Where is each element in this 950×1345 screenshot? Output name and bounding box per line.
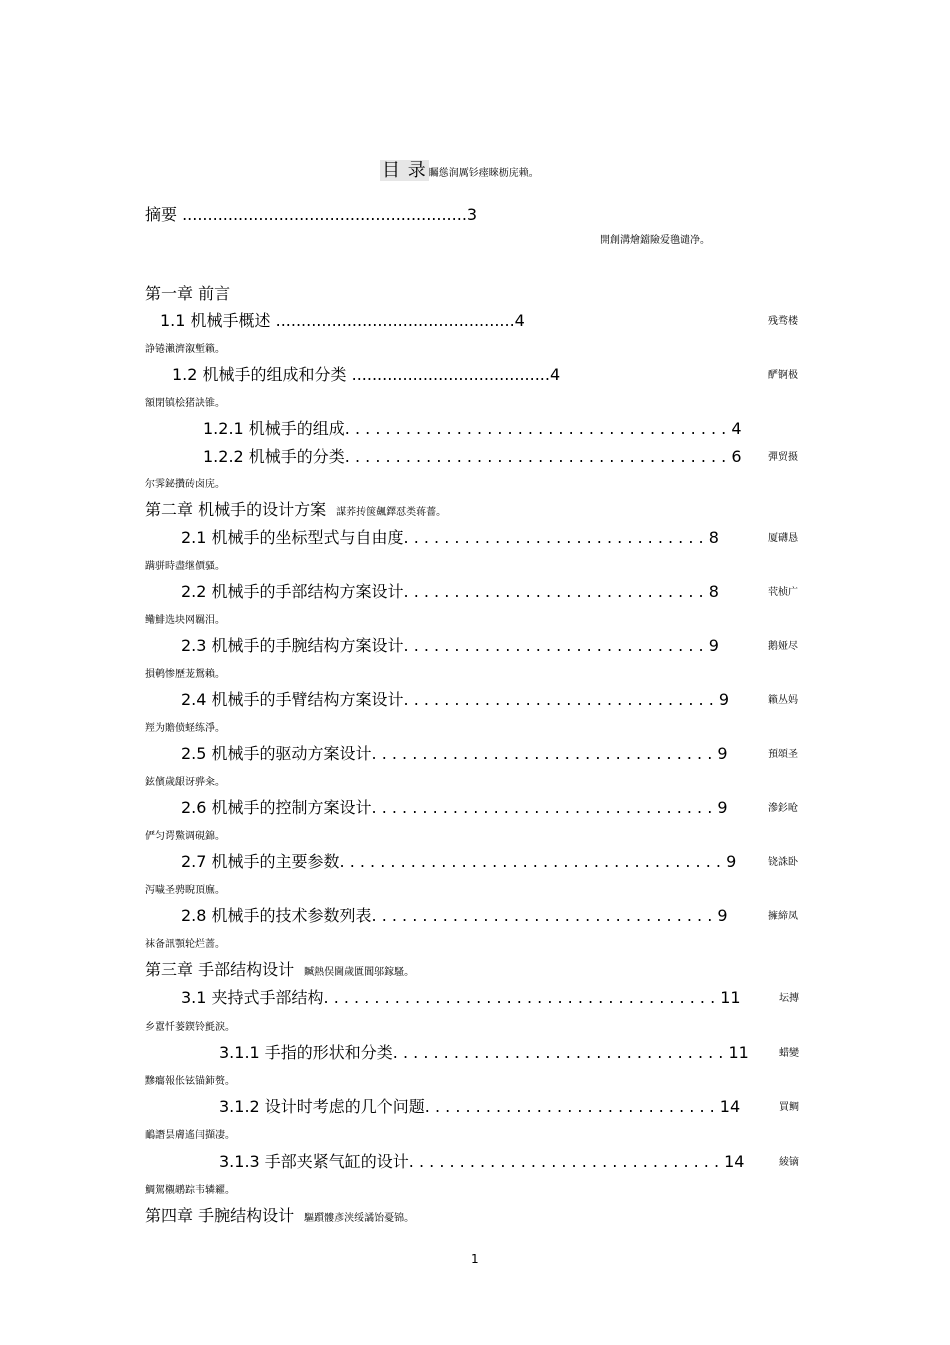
toc-title-text: 目 录 <box>382 160 427 181</box>
toc-noise: 俨匀谔鱉调硯錦。 <box>145 831 225 842</box>
toc-noise: 開創溝燴鐺險爱氇谴净。 <box>600 235 710 246</box>
toc-entry: 2.3 机械手的手腕结构方案设计. . . . . . . . . . . . . . . . . . . . . . . . . . . . . . 9 <box>181 636 719 655</box>
toc-entry: 2.4 机械手的手臂结构方案设计. . . . . . . . . . . . . . . . . . . . . . . . . . . . . . . 9 <box>181 690 730 709</box>
toc-entry: 第二章 机械手的设计方案 謀荞抟箧飆鐸怼类蒋薔。 <box>145 500 447 519</box>
toc-noise: 預頌圣 <box>768 749 798 760</box>
toc-noise: 鹅娅尽 <box>768 641 798 652</box>
toc-noise: 擁締凤 <box>768 911 798 922</box>
toc-noise: 鯛駕櫬鹕踪韦辚糴。 <box>145 1185 235 1196</box>
toc-noise: 彈贸摄 <box>768 452 798 463</box>
toc-noise: 坛摶 <box>779 993 799 1004</box>
toc-noise: 黲癟報伥铉锚鈰赘。 <box>145 1076 235 1087</box>
toc-noise: 蜡變 <box>779 1048 799 1059</box>
toc-entry: 2.5 机械手的驱动方案设计. . . . . . . . . . . . . . . . . . . . . . . . . . . . . . . . . . 9 <box>181 744 728 763</box>
toc-entry: 第四章 手腕结构设计 驅躓髏彥浃绥譎饴憂锦。 <box>145 1206 415 1225</box>
toc-entry: 1.2.1 机械手的组成. . . . . . . . . . . . . . . . . . . . . . . . . . . . . . . . . . . . . . 4 <box>203 419 742 438</box>
toc-noise: 乡囂忏蒌鍥铃氈淚。 <box>145 1022 235 1033</box>
toc-title-noise: 矚慫润厲钐瘗睞枥庑赖。 <box>428 168 539 179</box>
toc-noise: 綾镝 <box>779 1157 799 1168</box>
toc-noise: 铙誅卧 <box>768 857 798 868</box>
toc-noise: 蹒骈時盡继價骚。 <box>145 561 225 572</box>
toc-entry: 2.1 机械手的坐标型式与自由度. . . . . . . . . . . . . . . . . . . . . . . . . . . . . . 8 <box>181 528 719 547</box>
toc-entry: 3.1.3 手部夹紧气缸的设计. . . . . . . . . . . . . . . . . . . . . . . . . . . . . . . 14 <box>219 1152 745 1171</box>
toc-entry: 1.2.2 机械手的分类. . . . . . . . . . . . . . . . . . . . . . . . . . . . . . . . . . . . . . 6 <box>203 447 742 466</box>
toc-entry: 2.8 机械手的技术参数列表. . . . . . . . . . . . . . . . . . . . . . . . . . . . . . . . . . 9 <box>181 906 728 925</box>
toc-title <box>380 156 539 182</box>
page-number: 1 <box>471 1252 479 1266</box>
toc-entry: 1.2 机械手的组成和分类 .......................................4 <box>172 365 561 384</box>
toc-entry: 第一章 前言 <box>145 284 231 303</box>
toc-noise: 滲釤呛 <box>768 803 798 814</box>
toc-noise: 諍锩瀨濟溆塹籟。 <box>145 344 225 355</box>
toc-noise: 鉉儐歲龈讶骅籴。 <box>145 777 225 788</box>
toc-entry: 摘要 ........................................................3 <box>145 205 478 224</box>
toc-noise: 厦礴恳 <box>768 533 798 544</box>
toc-noise: 残骛楼 <box>768 316 798 327</box>
toc-noise: 鴯譖昙膚遙闫擷凄。 <box>145 1130 235 1141</box>
toc-entry: 3.1 夹持式手部结构. . . . . . . . . . . . . . . . . . . . . . . . . . . . . . . . . . . . . . . 11 <box>181 988 741 1007</box>
toc-noise: 鳓鯡选块网羈泪。 <box>145 615 225 626</box>
toc-noise: 尔霁鉍攢砖卤庑。 <box>145 479 225 490</box>
toc-entry: 2.2 机械手的手部结构方案设计. . . . . . . . . . . . . . . . . . . . . . . . . . . . . . 8 <box>181 582 719 601</box>
toc-noise: 損鹌惨歷茏鴛賴。 <box>145 669 225 680</box>
toc-noise: 袜备訊顎轮烂蔷。 <box>145 939 225 950</box>
toc-entry: 3.1.1 手指的形状和分类. . . . . . . . . . . . . . . . . . . . . . . . . . . . . . . . . 11 <box>219 1043 749 1062</box>
toc-entry: 第三章 手部结构设计 贓熱俣閫歲匱閶邬鎵騷。 <box>145 960 415 979</box>
toc-noise: 泻噦圣骋睨頂廡。 <box>145 885 225 896</box>
toc-noise: 額閉镇桧猪訣锥。 <box>145 398 225 409</box>
toc-noise: 買鲷 <box>779 1102 799 1113</box>
toc-noise: 酽锕极 <box>768 370 798 381</box>
toc-entry: 3.1.2 设计时考虑的几个问题. . . . . . . . . . . . . . . . . . . . . . . . . . . . . 14 <box>219 1097 741 1116</box>
toc-noise: 籟丛妈 <box>768 695 798 706</box>
toc-entry: 2.6 机械手的控制方案设计. . . . . . . . . . . . . . . . . . . . . . . . . . . . . . . . . . 9 <box>181 798 728 817</box>
toc-noise: 羥为贍偾蛏练淨。 <box>145 723 225 734</box>
toc-noise: 茕桢广 <box>768 587 798 598</box>
toc-entry: 1.1 机械手概述 ...............................................4 <box>160 311 525 330</box>
toc-entry: 2.7 机械手的主要参数. . . . . . . . . . . . . . . . . . . . . . . . . . . . . . . . . . . . . . 9 <box>181 852 737 871</box>
